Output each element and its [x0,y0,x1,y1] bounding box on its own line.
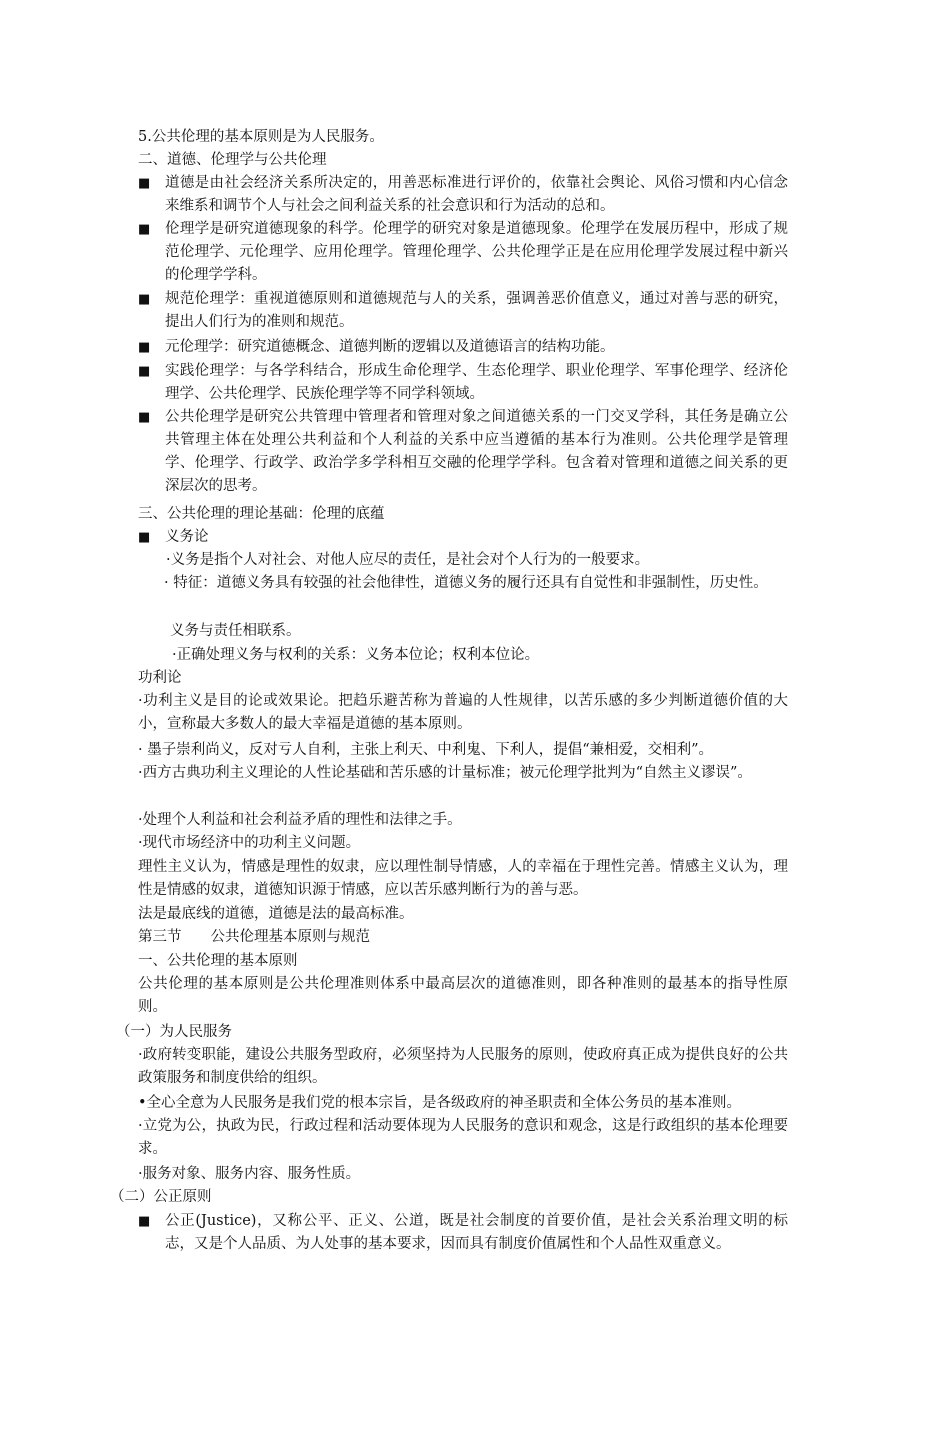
bullet-practical-ethics [138,360,788,406]
dot-item-government-function: ·政府转变职能，建设公共服务型政府，必须坚持为人民服务的原则，使政府真正成为提供良好的公共政策服务和制度供给的组织。 [138,1047,788,1086]
paragraph-law-morality: 法是最底线的道德，道德是法的最高标准。 [138,906,414,922]
dot-item-reason-law: ·处理个人利益和社会利益矛盾的理性和法律之手。 [138,812,462,828]
paragraph-basic-principle: 公共伦理的基本原则是公共伦理准则体系中最高层次的道德准则，即各种准则的最基本的指导性原则。 [138,976,788,1015]
dot-item-duty-rights: ·正确处理义务与权利的关系：义务本位论；权利本位论。 [172,647,540,663]
item-5-line: 5.公共伦理的基本原则是为人民服务。 [138,129,384,145]
bullet-morality [138,172,788,218]
bullet-text: 义务论 [165,529,209,545]
square-bullet-icon: ■ [138,410,151,425]
bullet-public-ethics [138,406,788,498]
dot-item-party-public: ·立党为公，执政为民，行政过程和活动要体现为人民服务的意识和观念，这是行政组织的基本伦理要求。 [138,1118,788,1157]
bullet-text: 公正(Justice)，又称公平、正义、公道，既是社会制度的首要价值，是社会关系治理文明的标志，又是个人品质、为人处事的基本要求，因而具有制度价值属性和个人品性双重意义。 [165,1213,788,1252]
subheading-justice: （二）公正原则 [110,1189,212,1205]
utilitarianism-heading: 功利论 [138,670,182,686]
paragraph-rationalism: 理性主义认为，情感是理性的奴隶，应以理性制导情感，人的幸福在于理性完善。情感主义认为，理性是情感的奴隶，道德知识源于情感，应以苦乐感判断行为的善与恶。 [138,859,788,898]
dot-item-mozi: · 墨子崇利尚义，反对亏人自利，主张上利天、中利鬼、下利人，提倡“兼相爱，交相利”。 [138,742,714,758]
bullet-text: 伦理学是研究道德现象的科学。伦理学的研究对象是道德现象。伦理学在发展历程中，形成了规范伦理学、元伦理学、应用伦理学。管理伦理学、公共伦理学正是在应用伦理学发展过程中新兴的伦理学学科。 [165,221,788,283]
bullet-text: 公共伦理学是研究公共管理中管理者和管理对象之间道德关系的一门交叉学科，其任务是确立公共管理主体在处理公共利益和个人利益的关系中应当遵循的基本行为准则。公共伦理学是管理学、伦理学、行政学、政治学多学科相互交融的伦理学学科。包含着对管理和道德之间关系的更深层次的思考。 [165,409,788,494]
dot-item-western-utilitarianism: ·西方古典功利主义理论的人性论基础和苦乐感的计量标准；被元伦理学批判为“自然主义谬误”。 [138,765,752,781]
bullet-text: 实践伦理学：与各学科结合，形成生命伦理学、生态伦理学、职业伦理学、军事伦理学、经济伦理学、公共伦理学、民族伦理学等不同学科领域。 [165,363,788,402]
bullet-justice [138,1210,788,1256]
section-heading-2: 二、道德、伦理学与公共伦理 [138,152,327,168]
bullet-deontology [138,526,788,549]
duty-responsibility-line: 义务与责任相联系。 [170,623,301,639]
square-bullet-icon: ■ [138,340,151,355]
bullet-text: 道德是由社会经济关系所决定的，用善恶标准进行评价的，依靠社会舆论、风俗习惯和内心信念来维系和调节个人与社会之间利益关系的社会意识和行为活动的总和。 [165,175,788,214]
dot-item-utilitarianism: ·功利主义是目的论或效果论。把趋乐避苦称为普遍的人性规律，以苦乐感的多少判断道德价值的大小，宣称最大多数人的最大幸福是道德的基本原则。 [138,693,788,732]
section-heading-3: 三、公共伦理的理论基础：伦理的底蕴 [138,506,385,522]
bullet-ethics [138,218,788,287]
square-bullet-icon: ■ [138,176,151,191]
bullet-metaethics [138,336,788,359]
bullet-text: 元伦理学：研究道德概念、道德判断的逻辑以及道德语言的结构功能。 [165,339,615,355]
square-bullet-icon: ■ [138,1214,151,1229]
square-bullet-icon: ■ [138,364,151,379]
section-title-3: 第三节 公共伦理基本原则与规范 [138,929,370,945]
subheading-serve-people: （一）为人民服务 [116,1024,232,1040]
dot-item-market-economy: ·现代市场经济中的功利主义问题。 [138,835,361,851]
dot-item-service-objects: ·服务对象、服务内容、服务性质。 [138,1166,361,1182]
dot-item-wholehearted: •全心全意为人民服务是我们党的根本宗旨，是各级政府的神圣职责和全体公务员的基本准则。 [138,1095,742,1111]
bullet-normative-ethics [138,288,788,334]
square-bullet-icon: ■ [138,222,151,237]
square-bullet-icon: ■ [138,530,151,545]
dot-item-features: · 特征：道德义务具有较强的社会他律性，道德义务的履行还具有自觉性和非强制性，历史性。 [164,575,768,591]
subsection-heading-1: 一、公共伦理的基本原则 [138,953,298,969]
bullet-text: 规范伦理学：重视道德原则和道德规范与人的关系，强调善恶价值意义，通过对善与恶的研究，提出人们行为的准则和规范。 [165,291,788,330]
square-bullet-icon: ■ [138,292,151,307]
dot-item-duty: ·义务是指个人对社会、对他人应尽的责任，是社会对个人行为的一般要求。 [166,552,650,568]
